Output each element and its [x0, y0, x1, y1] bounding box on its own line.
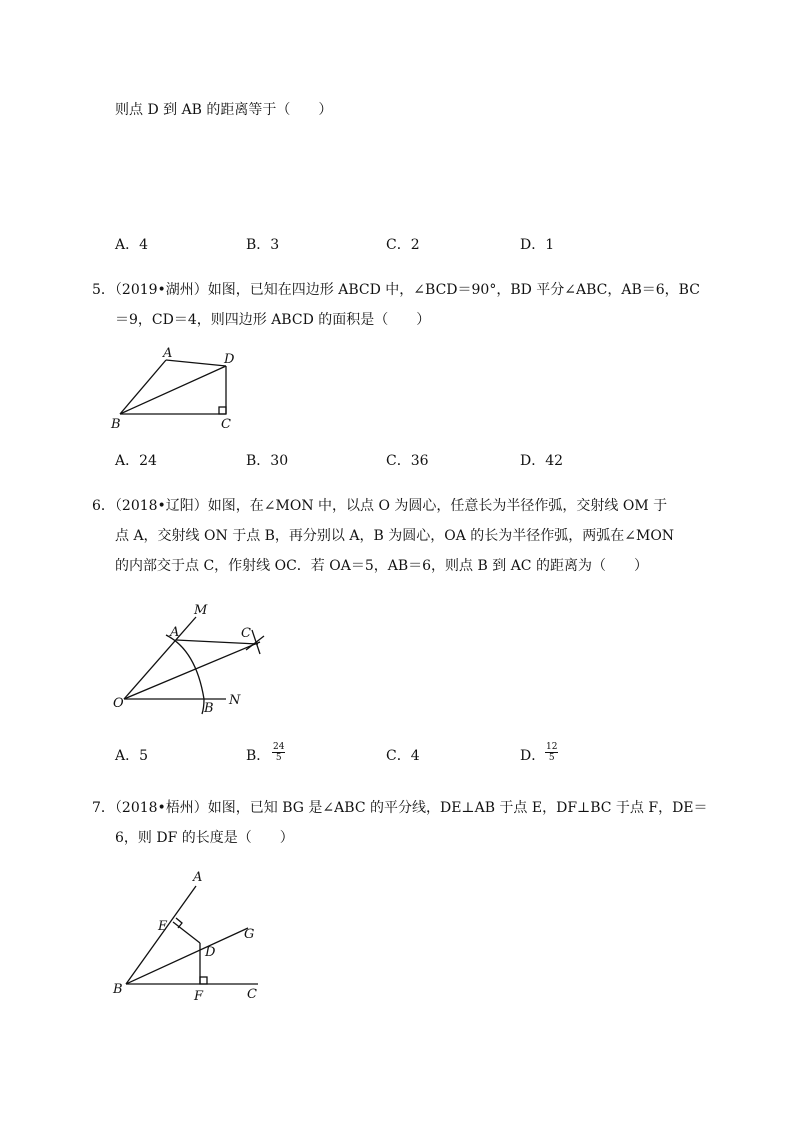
q6-label-n: N	[229, 693, 241, 708]
q6-angle-construction-figure	[108, 600, 268, 715]
q7-label-a: A	[193, 870, 203, 885]
q6-option-b-denominator: 5	[275, 753, 282, 763]
q5-option-b: B．30	[246, 453, 289, 469]
q6-label-a: A	[170, 625, 180, 640]
q5-option-a: A．24	[115, 453, 157, 469]
q7-label-e: E	[158, 919, 168, 934]
q6-option-b	[246, 746, 270, 766]
q6-option-b-prefix: B．	[246, 748, 271, 764]
q5-label-a: A	[163, 346, 173, 361]
q6-option-d-denominator: 5	[548, 753, 555, 763]
q6-label-c: C	[241, 626, 251, 641]
q6-option-b-fraction	[272, 742, 285, 763]
q6-label-b: B	[204, 701, 214, 716]
q7-angle-bisector-figure	[108, 868, 268, 1008]
q4-stem: 则点 D 到 AB 的距离等于（ ）	[115, 102, 333, 118]
q6-label-m: M	[194, 603, 208, 618]
q5-label-c: C	[221, 417, 231, 432]
q6-option-d-numerator: 12	[546, 742, 558, 752]
q6-option-b-numerator: 24	[273, 742, 285, 752]
q4-option-c: C．2	[386, 237, 420, 253]
q7-label-f: F	[194, 989, 204, 1004]
q6-option-d-prefix: D．	[520, 748, 546, 764]
q6-option-d	[520, 746, 545, 766]
q5-label-d: D	[224, 352, 235, 367]
q6-option-d-fraction	[545, 742, 558, 763]
q5-option-d: D．42	[520, 453, 564, 469]
q5-option-c: C．36	[386, 453, 429, 469]
q5-quadrilateral-figure	[108, 345, 248, 435]
q7-label-c: C	[247, 987, 257, 1002]
q7-label-g: G	[244, 927, 255, 942]
q5-label-b: B	[111, 417, 121, 432]
q7-stem-line2: 6，则 DF 的长度是（ ）	[115, 830, 294, 846]
q7-label-d: D	[205, 945, 216, 960]
q4-option-a: A．4	[115, 237, 149, 253]
q7-label-b: B	[113, 982, 123, 997]
q4-option-d: D．1	[520, 237, 555, 253]
q6-option-a: A．5	[115, 748, 149, 764]
q6-option-c: C．4	[386, 748, 420, 764]
q4-option-b: B．3	[246, 237, 280, 253]
q6-stem-line2: 点 A，交射线 ON 于点 B，再分别以 A，B 为圆心，OA 的长为半径作弧，两弧在∠MON	[115, 528, 675, 544]
q5-stem-line2: ＝9，CD＝4，则四边形 ABCD 的面积是（ ）	[115, 312, 431, 328]
q7-stem-line1: 7．（2018•梧州）如图，已知 BG 是∠ABC 的平分线，DE⊥AB 于点 E，DF⊥BC 于点 F，DE＝	[92, 800, 708, 816]
q6-stem-line3: 的内部交于点 C，作射线 OC．若 OA＝5，AB＝6，则点 B 到 AC 的距离为（ ）	[115, 558, 648, 574]
q6-stem-line1: 6．（2018•辽阳）如图，在∠MON 中，以点 O 为圆心，任意长为半径作弧，交射线 OM 于	[92, 498, 668, 514]
q6-label-o: O	[113, 696, 124, 711]
q5-stem-line1: 5．（2019•湖州）如图，已知在四边形 ABCD 中，∠BCD＝90°，BD 平分∠ABC，AB＝6，BC	[92, 282, 700, 298]
